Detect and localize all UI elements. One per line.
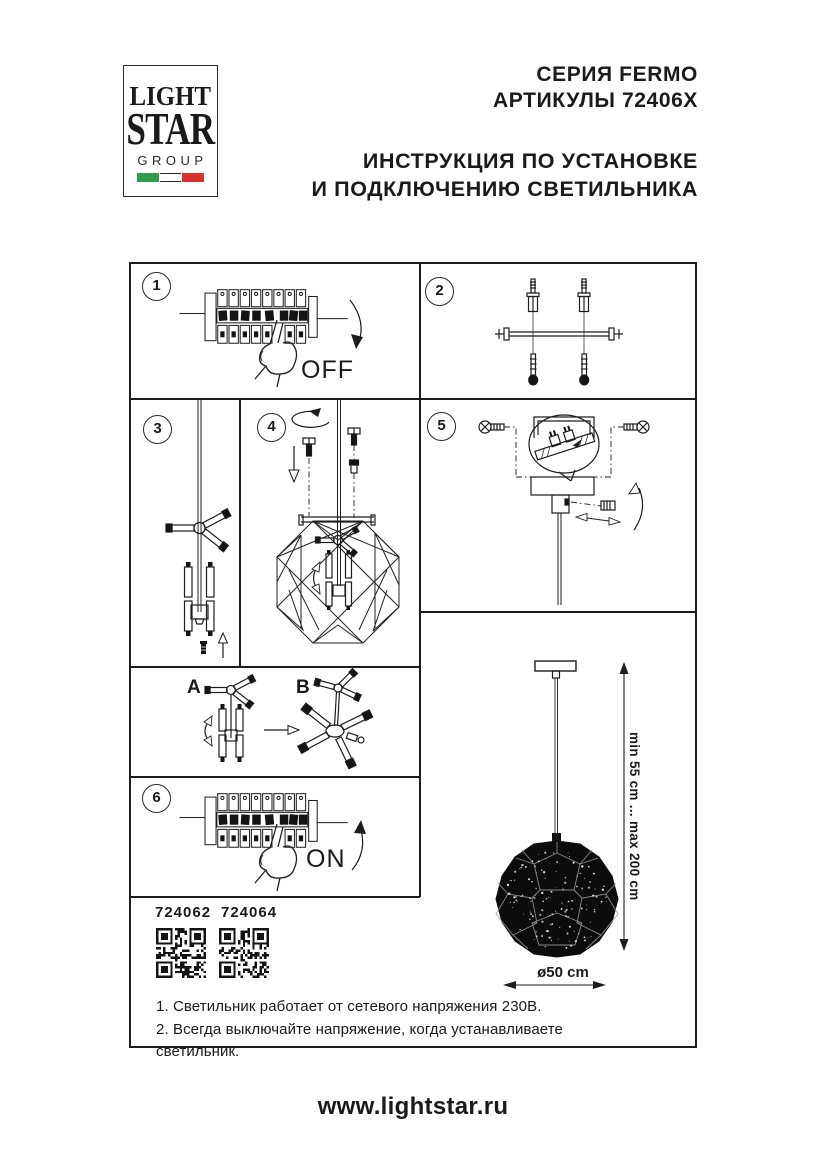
qr-code-724064 — [219, 928, 269, 978]
diagram-frame — [129, 262, 697, 1060]
grub-screw-icon — [601, 501, 615, 510]
step-6-badge: 6 — [142, 784, 171, 813]
product-code: 724064 — [221, 904, 278, 921]
folded-arms-icon — [185, 562, 215, 636]
divider-step6-bottom — [131, 896, 420, 898]
step-3-rod-assembly-diagram — [131, 400, 239, 666]
italian-flag-icon — [137, 173, 205, 182]
note-1: 1. Светильник работает от сетевого напряжения 230В. — [156, 998, 542, 1015]
screw-icon — [529, 354, 538, 385]
arrow-down-icon — [289, 446, 299, 482]
arrow-down-icon — [350, 300, 363, 349]
step-4-badge: 4 — [257, 413, 286, 442]
variant-a-drawing — [204, 675, 256, 762]
screw-icon — [479, 421, 504, 433]
shade-sphere-icon — [496, 841, 618, 957]
collar-icon — [350, 460, 359, 473]
rotate-arrow-icon — [629, 483, 643, 530]
variant-b-drawing — [298, 669, 373, 769]
terminal-detail-balloon — [529, 415, 599, 481]
wire-terminal-icon — [548, 425, 575, 447]
article-numbers: АРТИКУЛЫ 72406X — [493, 89, 698, 112]
title-line-1: ИНСТРУКЦИЯ ПО УСТАНОВКЕ — [362, 149, 698, 173]
canopy-stem-icon — [552, 495, 569, 513]
step-6-breaker-on-diagram — [131, 778, 419, 896]
rotate-icon — [312, 562, 320, 594]
arms-unfold-diagram — [131, 668, 419, 776]
step-3-badge: 3 — [143, 415, 172, 444]
height-range-label: min 55 cm ... max 200 cm — [627, 732, 642, 901]
qr-code-724062 — [156, 928, 206, 978]
logo-word-star: STAR — [126, 104, 215, 154]
wall-anchor-icon — [527, 279, 539, 312]
mounting-bracket-icon — [495, 328, 623, 340]
step-5-badge: 5 — [427, 412, 456, 441]
logo-word-group: GROUP — [137, 153, 208, 168]
instruction-title — [312, 147, 698, 203]
screw-icon — [348, 428, 360, 445]
flag-red — [182, 173, 204, 182]
title-line-2: И ПОДКЛЮЧЕНИЮ СВЕТИЛЬНИКА — [311, 177, 698, 201]
pendant-lamp-drawing — [421, 613, 695, 1048]
step-4-shade-mounting-diagram — [241, 400, 419, 666]
ceiling-plate-icon — [535, 661, 576, 678]
arrow-up-icon — [352, 820, 366, 870]
screw-icon — [624, 421, 649, 433]
safety-notes — [156, 996, 626, 1064]
step-2-mounting-parts-diagram — [421, 264, 695, 398]
product-heading — [493, 62, 698, 114]
set-screw-icon — [200, 641, 207, 654]
wall-anchor-icon — [578, 279, 590, 312]
product-code: 724062 — [155, 904, 212, 921]
diameter-label: ø50 cm — [537, 964, 589, 981]
screw-icon — [580, 354, 589, 385]
series-name: СЕРИЯ FERMO — [536, 63, 698, 86]
power-on-label: ON — [306, 845, 346, 873]
note-2: 2. Всегда выключайте напряжение, когда устанавливаете светильник. — [156, 1020, 563, 1060]
step-1-badge: 1 — [142, 272, 171, 301]
variant-b-label: B — [296, 677, 310, 698]
step-5-canopy-mounting-diagram — [421, 400, 695, 611]
flag-green — [137, 173, 159, 182]
power-off-label: OFF — [301, 356, 354, 384]
lightstar-logo — [123, 65, 218, 197]
step-2-badge: 2 — [425, 277, 454, 306]
website-link[interactable]: www.lightstar.ru — [317, 1093, 509, 1120]
step-1-breaker-off-diagram — [131, 264, 419, 398]
diameter-dimension-arrow — [503, 981, 606, 989]
logo-word-light: LIGHT — [129, 81, 212, 111]
canopy-plate-icon — [531, 477, 594, 495]
screw-icon — [303, 438, 315, 456]
variant-a-label: A — [187, 677, 201, 698]
arrow-up-icon — [219, 633, 228, 658]
rotate-icon — [292, 408, 329, 427]
rotate-icon — [204, 716, 212, 746]
flag-white — [160, 173, 181, 182]
arrow-right-icon — [264, 726, 299, 735]
slide-arrows-icon — [576, 514, 620, 526]
